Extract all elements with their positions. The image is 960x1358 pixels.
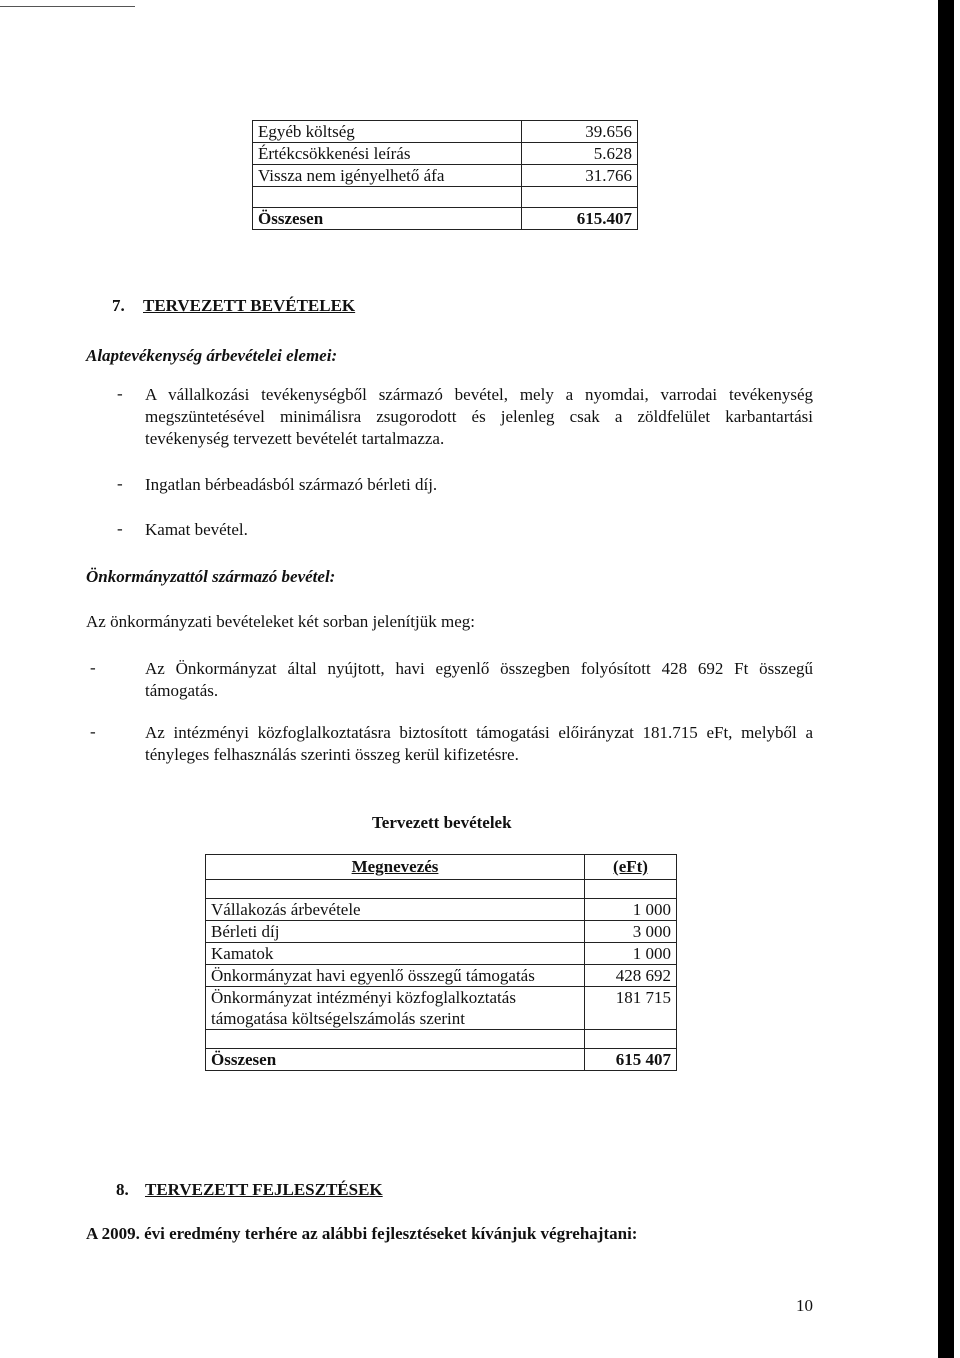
list-item: Ingatlan bérbeadásból származó bérleti díj. [145, 475, 438, 494]
section8-heading [116, 1180, 383, 1200]
income-table-title: Tervezett bevételek [372, 813, 512, 832]
list-item: Az Önkormányzat által nyújtott, havi egyenlő összegben folyósított 428 692 Ft összegű támogatás. [145, 659, 813, 700]
column-header-name: Megnevezés [351, 857, 439, 876]
table-spacer-row [206, 1030, 677, 1049]
table-row [253, 165, 638, 187]
cost-value: 39.656 [522, 121, 638, 143]
table-row [206, 987, 677, 1030]
table-row [206, 965, 677, 987]
cost-table [252, 120, 638, 230]
section7-title: TERVEZETT BEVÉTELEK [143, 296, 356, 315]
list-dash: - [90, 658, 96, 677]
subheading-municipal-revenue: Önkormányzattól származó bevétel: [86, 567, 336, 586]
income-value: 1 000 [585, 943, 677, 965]
list-item: Kamat bevétel. [145, 520, 248, 539]
income-label: Önkormányzat havi egyenlő összegű támogatás [206, 965, 585, 987]
income-total-value: 615 407 [585, 1049, 677, 1071]
cost-label: Egyéb költség [253, 121, 522, 143]
income-value: 1 000 [585, 899, 677, 921]
table-row [206, 921, 677, 943]
income-label: Bérleti díj [206, 921, 585, 943]
income-total-label: Összesen [206, 1049, 585, 1071]
income-label: Önkormányzat intézményi közfoglalkoztatás támogatása költségelszámolás szerint [206, 987, 585, 1030]
table-total-row [206, 1049, 677, 1071]
cost-total-label: Összesen [253, 208, 522, 230]
income-table [205, 854, 677, 1071]
cost-label: Vissza nem igényelhető áfa [253, 165, 522, 187]
list-dash: - [117, 519, 123, 538]
list-dash: - [90, 722, 96, 741]
table-row [253, 121, 638, 143]
table-header-row [206, 855, 677, 880]
scan-edge-bar [938, 0, 954, 1358]
list-item: A vállalkozási tevékenységből származó bevétel, mely a nyomdai, varrodai tevékenység megszüntetésével minimálisra zsugorodott és jelenleg csak a zöldfelület karbantartási tevékenység tervezett bevételét tartalmazza. [145, 385, 813, 448]
subheading-core-revenue: Alaptevékenység árbevételei elemei: [86, 346, 338, 365]
income-value: 428 692 [585, 965, 677, 987]
table-spacer-row [206, 880, 677, 899]
list-dash: - [117, 384, 123, 403]
page-number: 10 [796, 1296, 813, 1315]
income-value: 3 000 [585, 921, 677, 943]
cost-label: Értékcsökkenési leírás [253, 143, 522, 165]
section8-number: 8. [116, 1180, 129, 1199]
list-item: Az intézményi közfoglalkoztatásra biztosított támogatási előirányzat 181.715 eFt, melyből a tényleges felhasználás szerinti összeg kerül kifizetésre. [145, 723, 813, 764]
income-value: 181 715 [585, 987, 677, 1030]
section7-number: 7. [112, 296, 125, 315]
income-label: Vállakozás árbevétele [206, 899, 585, 921]
section8-line: A 2009. évi eredmény terhére az alábbi fejlesztéseket kívánjuk végrehajtani: [86, 1224, 638, 1243]
table-total-row [253, 208, 638, 230]
top-rule [0, 6, 135, 7]
list-dash: - [117, 474, 123, 493]
table-spacer-row [253, 187, 638, 208]
column-header-value: (eFt) [613, 857, 648, 876]
table-row [206, 943, 677, 965]
section8-title: TERVEZETT FEJLESZTÉSEK [145, 1180, 383, 1199]
table-row [206, 899, 677, 921]
cost-value: 31.766 [522, 165, 638, 187]
section7-heading [112, 296, 355, 316]
cost-total-value: 615.407 [522, 208, 638, 230]
intro-text: Az önkormányzati bevételeket két sorban jelenítjük meg: [86, 612, 475, 631]
cost-value: 5.628 [522, 143, 638, 165]
table-row [253, 143, 638, 165]
income-label: Kamatok [206, 943, 585, 965]
